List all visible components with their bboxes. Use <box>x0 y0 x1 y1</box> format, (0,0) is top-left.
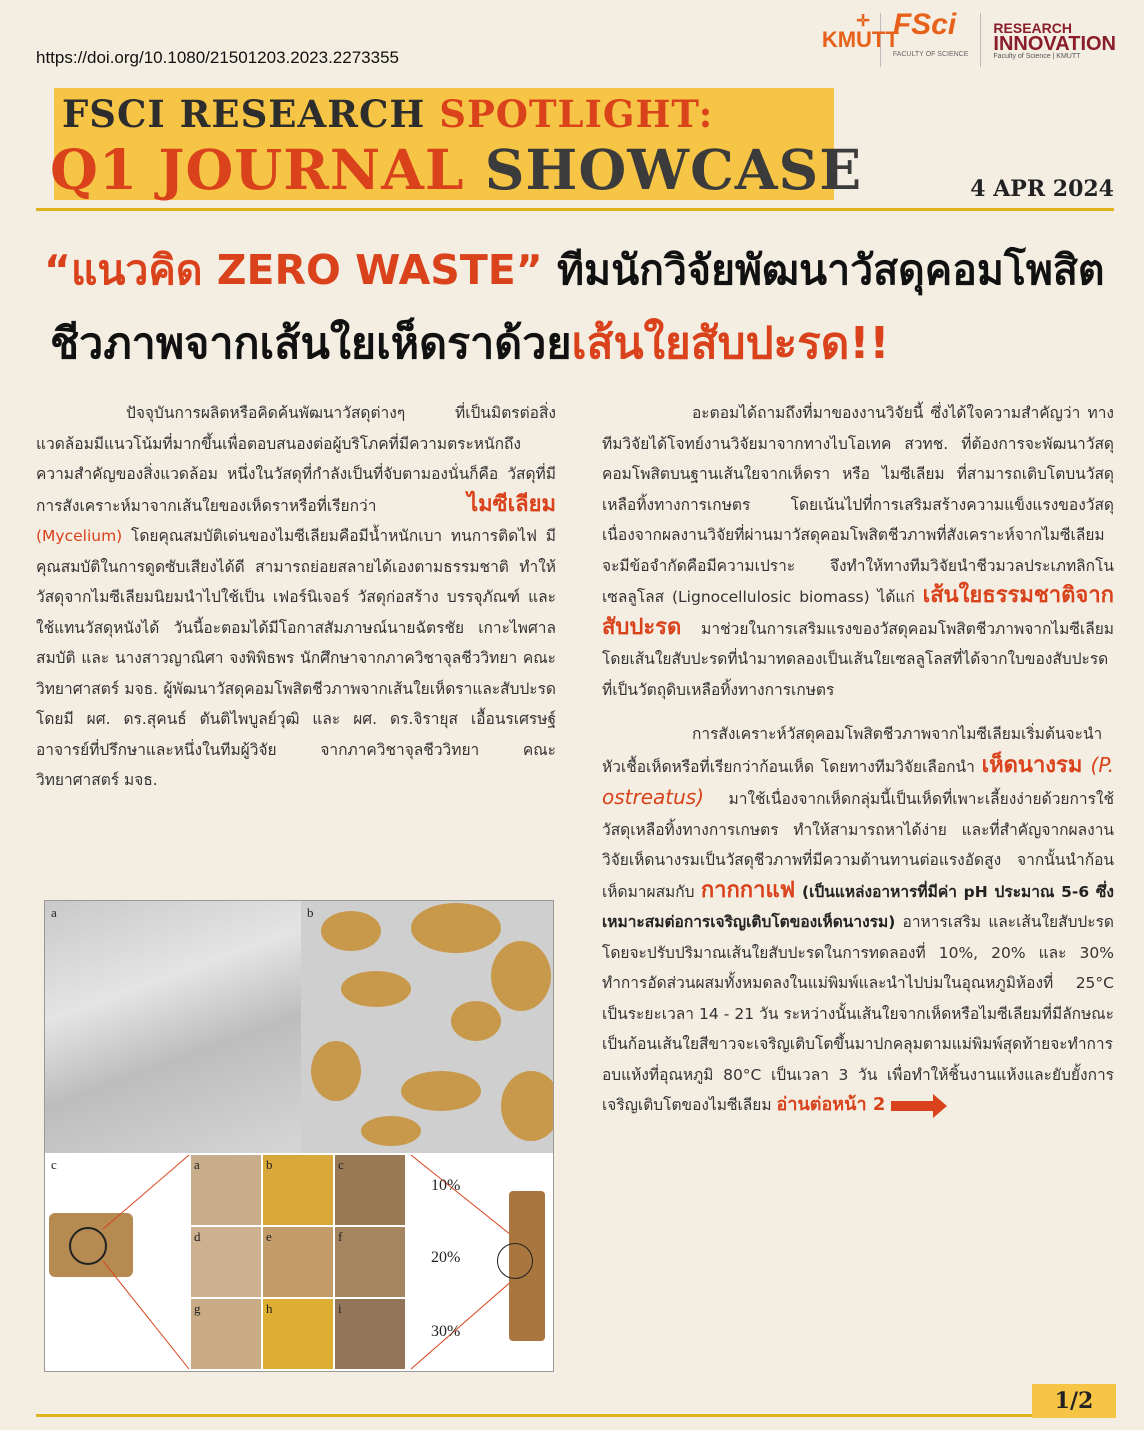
left-column <box>36 398 556 796</box>
fsci-logo <box>893 10 969 70</box>
banner-line1-red: SPOTLIGHT: <box>439 92 714 136</box>
sample-cell-a <box>191 1155 261 1225</box>
sample-cell-e <box>263 1227 333 1297</box>
grid-label: g <box>194 1301 201 1316</box>
ph-note: (เป็นแหล่งอาหารที่มีค่า pH ประมาณ 5-6 ซึ่งเหมาะสมต่อการเจริญเติบโตของเห็ดนางรม) <box>602 882 1114 931</box>
percent-label-20: 20% <box>431 1249 461 1266</box>
grid-label: e <box>266 1229 272 1244</box>
sample-cell-i <box>335 1299 405 1369</box>
grid-label: b <box>266 1157 273 1172</box>
banner-title-line1 <box>62 92 713 136</box>
pineapple-fiber-highlight: เส้นใยธรรมชาติจากสับปะรด <box>602 583 1114 640</box>
left-paragraph <box>36 398 556 796</box>
oyster-mushroom-latin: (P. ostreatus) <box>602 752 1114 809</box>
sample-cell-d <box>191 1227 261 1297</box>
figure-label-c: c <box>51 1157 57 1172</box>
right-text-2a: การสังเคราะห์วัสดุคอมโพสิตชีวภาพจากไมซีเลียมเริ่มต้นจะนำหัวเชื้อเห็ดหรือที่เรียกว่าก้อนเห็ด โดยทางทีมวิจัยเลือกนำ <box>602 725 1103 776</box>
headline-line1-red: “แนวคิด ZERO WASTE” <box>44 246 543 294</box>
headline-line2 <box>50 308 889 378</box>
percent-label-30: 30% <box>431 1323 461 1340</box>
coffee-grounds-highlight: กากกาแฟ <box>700 877 796 903</box>
banner-title-line2 <box>50 137 862 202</box>
page-number: 1/2 <box>1032 1384 1116 1418</box>
right-text-1a: อะตอมได้ถามถึงที่มาของงานวิจัยนี้ ซึ่งได้ใจความสำคัญว่า ทางทีมวิจัยได้โจทย์งานวิจัยมาจากทางไบโอเทค สวทช. ที่ต้องการจะพัฒนาวัสดุคอมโพสิตบนฐานเส้นใยจากเห็ดรา หรือ ไมซีเลียม ที่สามารถเติบโตบนวัสดุเหลือทิ้งทางการเกษตร โดยเน้นไปที่การเสริมสร้างความแข็งแรงของวัสดุ เนื่องจากผลงานวิจัยที่ผ่านมาวัสดุคอมโพสิตชีวภาพที่สังเคราะห์จากไมซีเลียมจะมีข้อจำกัดคือมีความเปราะ จึงทำให้ทางทีมวิจัยนำชีวมวลประเภทลิกโนเซลลูโลส (Lignocellulosic biomass) ได้แก่ <box>602 404 1114 606</box>
figure-label-a: a <box>51 905 57 920</box>
sample-cell-b <box>263 1155 333 1225</box>
right-text-2b: มาใช้เนื่องจากเห็ดกลุ่มนี้เป็นเห็ดที่เพาะเลี้ยงง่ายด้วยการใช้วัสดุเหลือทิ้งทางการเกษตร ทำให้สามารถหาได้ง่าย และที่สำคัญจากผลงานวิจัยเห็ดนางรมเป็นวัสดุชีวภาพที่มีความต้านทานต่อแรงอัดสูง จากนั้นนำก้อนเห็ดมาผสมกับ <box>602 790 1114 901</box>
figure-panel-c <box>45 1153 553 1371</box>
oyster-mushroom-highlight: เห็ดนางรม <box>981 752 1083 778</box>
grid-label: c <box>338 1157 344 1172</box>
logo-divider <box>980 13 981 67</box>
sample-cell-f <box>335 1227 405 1297</box>
sample-cell-g <box>191 1299 261 1369</box>
top-rule <box>36 208 1114 211</box>
grid-label: d <box>194 1229 201 1244</box>
ri-logo-innovation: INNOVATION <box>993 32 1116 55</box>
read-next-page-link[interactable]: อ่านต่อหน้า 2 <box>776 1094 886 1115</box>
fsci-logo-sub: FACULTY OF SCIENCE <box>892 51 969 58</box>
percent-label-10: 10% <box>431 1177 461 1194</box>
right-text-2c: อาหารเสริม และเส้นใยสับปะรดโดยจะปรับปริมาณเส้นใยสับปะรดในการทดลองที่ 10%, 20% และ 30% ทำการอัดส่วนผสมทั้งหมดลงในแม่พิมพ์และนำไปบ่มในอุณหภูมิห้องที่ 25°C เป็นระยะเวลา 14 - 21 วัน ระหว่างนั้นเส้นใยจากเห็ดหรือไมซีเลียมที่มีลักษณะเป็นก้อนเส้นใยสีขาวจะเจริญเติบโตขึ้นมาปกคลุมตามแม่พิมพ์สุดท้ายจะทำการอบแห้งที่อุณหภูมิ 80°C เป็นเวลา 3 วัน เพื่อทำให้ชิ้นงานแห้งและยับยั้งการเจริญเติบโตของไมซีเลียม <box>602 913 1114 1114</box>
issue-date: 4 APR 2024 <box>970 176 1114 202</box>
headline-line2-black: ชีวภาพจากเส้นใยเห็ดราด้วย <box>50 319 572 369</box>
right-column <box>602 398 1114 1121</box>
grid-label: a <box>194 1157 200 1172</box>
kmutt-logo-text: KMUTT <box>821 27 899 52</box>
sample-cell-h <box>263 1299 333 1369</box>
kmutt-logo <box>821 9 899 71</box>
mycelium-highlight: ไมซีเลียม <box>467 491 556 517</box>
ri-logo-research: RESEARCH <box>993 19 1072 36</box>
doi-link[interactable]: https://doi.org/10.1080/21501203.2023.2273355 <box>36 48 399 67</box>
logo-group <box>822 6 1116 74</box>
headline-line1 <box>44 238 1105 303</box>
left-text-a: ปัจจุบันการผลิตหรือคิดค้นพัฒนาวัสดุต่างๆ ที่เป็นมิตรต่อสิ่งแวดล้อมมีแนวโน้มที่มากขึ้นเพื่อตอบสนองต่อผู้บริโภคที่มีความตระหนักถึงความสำคัญของสิ่งแวดล้อม หนึ่งในวัสดุที่กำลังเป็นที่จับตามองนั่นก็คือ วัสดุที่มีการสังเคราะห์มาจากเส้นใยของเห็ดราหรือที่เรียกว่า <box>36 404 556 515</box>
ri-logo-sub: Faculty of Science | KMUTT <box>993 52 1081 60</box>
right-text-1b: มาช่วยในการเสริมแรงของวัสดุคอมโพสิตชีวภาพจากไมซีเลียม โดยเส้นใยสับปะรดที่นำมาทดลองเป็นเส้นใยเซลลูโลสที่ได้จากใบของสับปะรดที่เป็นวัตถุดิบเหลือทิ้งทางการเกษตร <box>602 619 1114 699</box>
banner-line1-black: FSCI RESEARCH <box>62 92 440 136</box>
mycelium-english: (Mycelium) <box>36 527 132 545</box>
grid-label: f <box>338 1229 343 1244</box>
figure-panel-a <box>45 901 301 1153</box>
arrow-right-icon[interactable] <box>891 1101 935 1111</box>
banner-line2-black: SHOWCASE <box>484 137 863 202</box>
left-text-b: โดยคุณสมบัติเด่นของไมซีเลียมคือมีน้ำหนักเบา ทนการติดไฟ มีคุณสมบัติในการดูดซับเสียงได้ดี สามารถย่อยสลายได้เองตามธรรมชาติ ทำให้วัสดุจากไมซีเลียมนิยมนำไปใช้เป็น เฟอร์นิเจอร์ วัสดุก่อสร้าง บรรจุภัณฑ์ และใช้แทนวัสดุหนังได้ วันนี้อะตอมได้มีโอกาสสัมภาษณ์นายฉัตรชัย เกาะไพศาลสมบัติ และ นางสาวญาณิศา จงพิพิธพร นักศึกษาจากภาควิชาจุลชีววิทยา คณะวิทยาศาสตร์ มจธ. ผู้พัฒนาวัสดุคอมโพสิตชีวภาพจากเส้นใยเห็ดราและสับปะรด โดยมี ผศ. ดร.สุคนธ์ ตันติไพบูลย์วุฒิ และ ผศ. ดร.จิรายุส เอื้อนรเศรษฐ์ อาจารย์ที่ปรึกษาและหนึ่งในทีมผู้วิจัย จากภาควิชาจุลชีววิทยา คณะวิทยาศาสตร์ มจธ. <box>36 527 556 789</box>
grid-label: i <box>338 1301 342 1316</box>
grid-label: h <box>266 1301 273 1316</box>
fsci-logo-text: FSci <box>892 8 957 41</box>
sample-cell-c <box>335 1155 405 1225</box>
figure-panel-b <box>301 901 553 1153</box>
research-figure <box>44 900 554 1372</box>
right-paragraph-2 <box>602 719 1114 1121</box>
research-innovation-logo <box>993 20 1116 61</box>
figure-label-b: b <box>307 905 314 920</box>
right-paragraph-1 <box>602 398 1114 705</box>
bottom-rule <box>36 1414 1114 1417</box>
headline-line2-red: เส้นใยสับปะรด!! <box>571 318 890 369</box>
banner-line2-red: Q1 JOURNAL <box>50 137 485 202</box>
headline-line1-black: ทีมนักวิจัยพัฒนาวัสดุคอมโพสิต <box>542 246 1105 294</box>
composite-sample-right <box>509 1191 545 1341</box>
kmutt-logo-mark-icon: ✛ <box>856 13 868 30</box>
